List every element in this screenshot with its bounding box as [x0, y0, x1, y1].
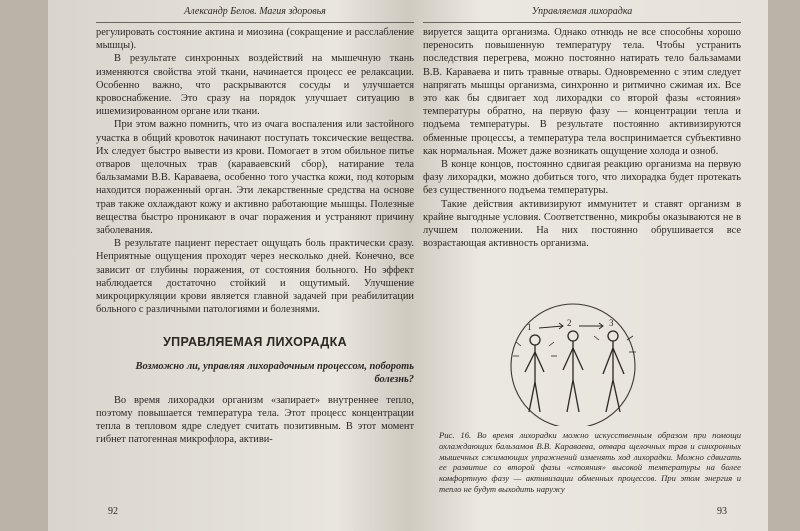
figure-label-1: 1	[527, 322, 532, 332]
chapter-title: УПРАВЛЯЕМАЯ ЛИХОРАДКА	[163, 335, 347, 350]
paragraph: В результате синхронных воздействий на мышечную ткань изменяются свойства этой ткани, начинается процесс ее релаксации. Особенно важно, что раскрываются сосуды и улучшается кровоснабжение. Это сразу на порядок улучшает ситуацию в ишемизированном органе или ткани.	[96, 53, 414, 118]
human-figure-2	[563, 331, 583, 412]
left-page-body	[96, 26, 414, 446]
right-running-header: Управляемая лихорадка	[423, 6, 741, 23]
human-figure-3	[603, 331, 624, 412]
left-running-header: Александр Белов. Магия здоровья	[96, 6, 414, 23]
page-number: 92	[108, 506, 118, 517]
figure-label-3: 3	[609, 318, 614, 328]
chapter-subtitle: Возможно ли, управляя лихорадочным процессом, побороть болезнь?	[135, 360, 414, 385]
human-figure-1	[525, 335, 544, 412]
paragraph: Такие действия активизируют иммунитет и ставят организм в крайне выгодные условия. Соответственно, микробы оказываются не в лучшем положении. На них постоянно обрушивается все возрастающая активность организма.	[423, 198, 741, 250]
figure-caption: Рис. 16. Во время лихорадки можно искусственным образом при помощи охлаждающих бальзамов В.В. Караваева, отвара щелочных трав и синхронных мышечных сжимающих упражнений изменять ход лихорадки. Можно сдвигать ее развитие со второй фазы «стояния» высокой температуры на более комфортную фазу — активизации обменных процессов. При этом энергия и тепло не будут выходить наружу	[439, 430, 741, 494]
right-page	[423, 0, 741, 531]
figure-label-2: 2	[567, 318, 572, 328]
left-page	[96, 0, 414, 531]
right-page-body	[423, 26, 741, 250]
page-number: 93	[717, 506, 727, 517]
figure-illustration	[423, 300, 741, 426]
open-book	[48, 0, 768, 531]
paragraph: регулировать состояние актина и миозина (сокращение и расслабление мышцы).	[96, 27, 414, 52]
paragraph: вируется защита организма. Однако отнюдь не все способны хорошо переносить повышенную температуру тела. Чтобы устранить последствия перегрева, можно постоянно натирать тело бальзамами В.В. Караваева и пить травные отвары. Одновременно с этим следует напрягать мышцы организма, синхронно и ритмично сжимая их. Все это как бы сдвигает ход лихорадки со второй фазы «стояния» температуры обратно, на первую фазу — концентрации тепла и подъема температуры. В результате постоянно активизируются обменные процессы, а температура тела воспринимается субъективно как нормальная. Может даже возникать ощущение холода и озноб.	[423, 27, 741, 157]
paragraph: В конце концов, постоянно сдвигая реакцию организма на первую фазу лихорадки, можно добиться того, что лихорадка будет протекать без существенного подъема температуры.	[423, 159, 741, 197]
paragraph: В результате пациент перестает ощущать боль практически сразу. Неприятные ощущения проходят через несколько дней. Конечно, все зависит от глубины поражения, от состояния больного. Но эффект наблюдается достаточно стойкий и ощутимый. Улучшение микроциркуляции крови является главной задачей при реабилитации больного с различными патологиями и болезнями.	[96, 238, 414, 316]
paragraph: Во время лихорадки организм «запирает» внутреннее тепло, поэтому повышается температура тела. Этот процесс концентрации тепла в тепловом ядре следует считать позитивным. В этот момент гибнет патогенная микрофлора, активи-	[96, 394, 414, 446]
paragraph: При этом важно помнить, что из очага воспаления или застойного участка в общий кровоток начинают поступать токсические вещества. Их следует быстро вывести из крови. Помогает в этом обильное питье отваров щелочных трав (караваевский сбор), натирание тела бальзамами В.В. Караваева, особенно того участка кожи, под которым находится пораженный орган. Эти лекарственные средства на основе трав также охлаждают кожу и активно работающие мышцы. Полезные вещества быстро проникают в очаг поражения и устраняют причину заболевания.	[96, 119, 414, 237]
